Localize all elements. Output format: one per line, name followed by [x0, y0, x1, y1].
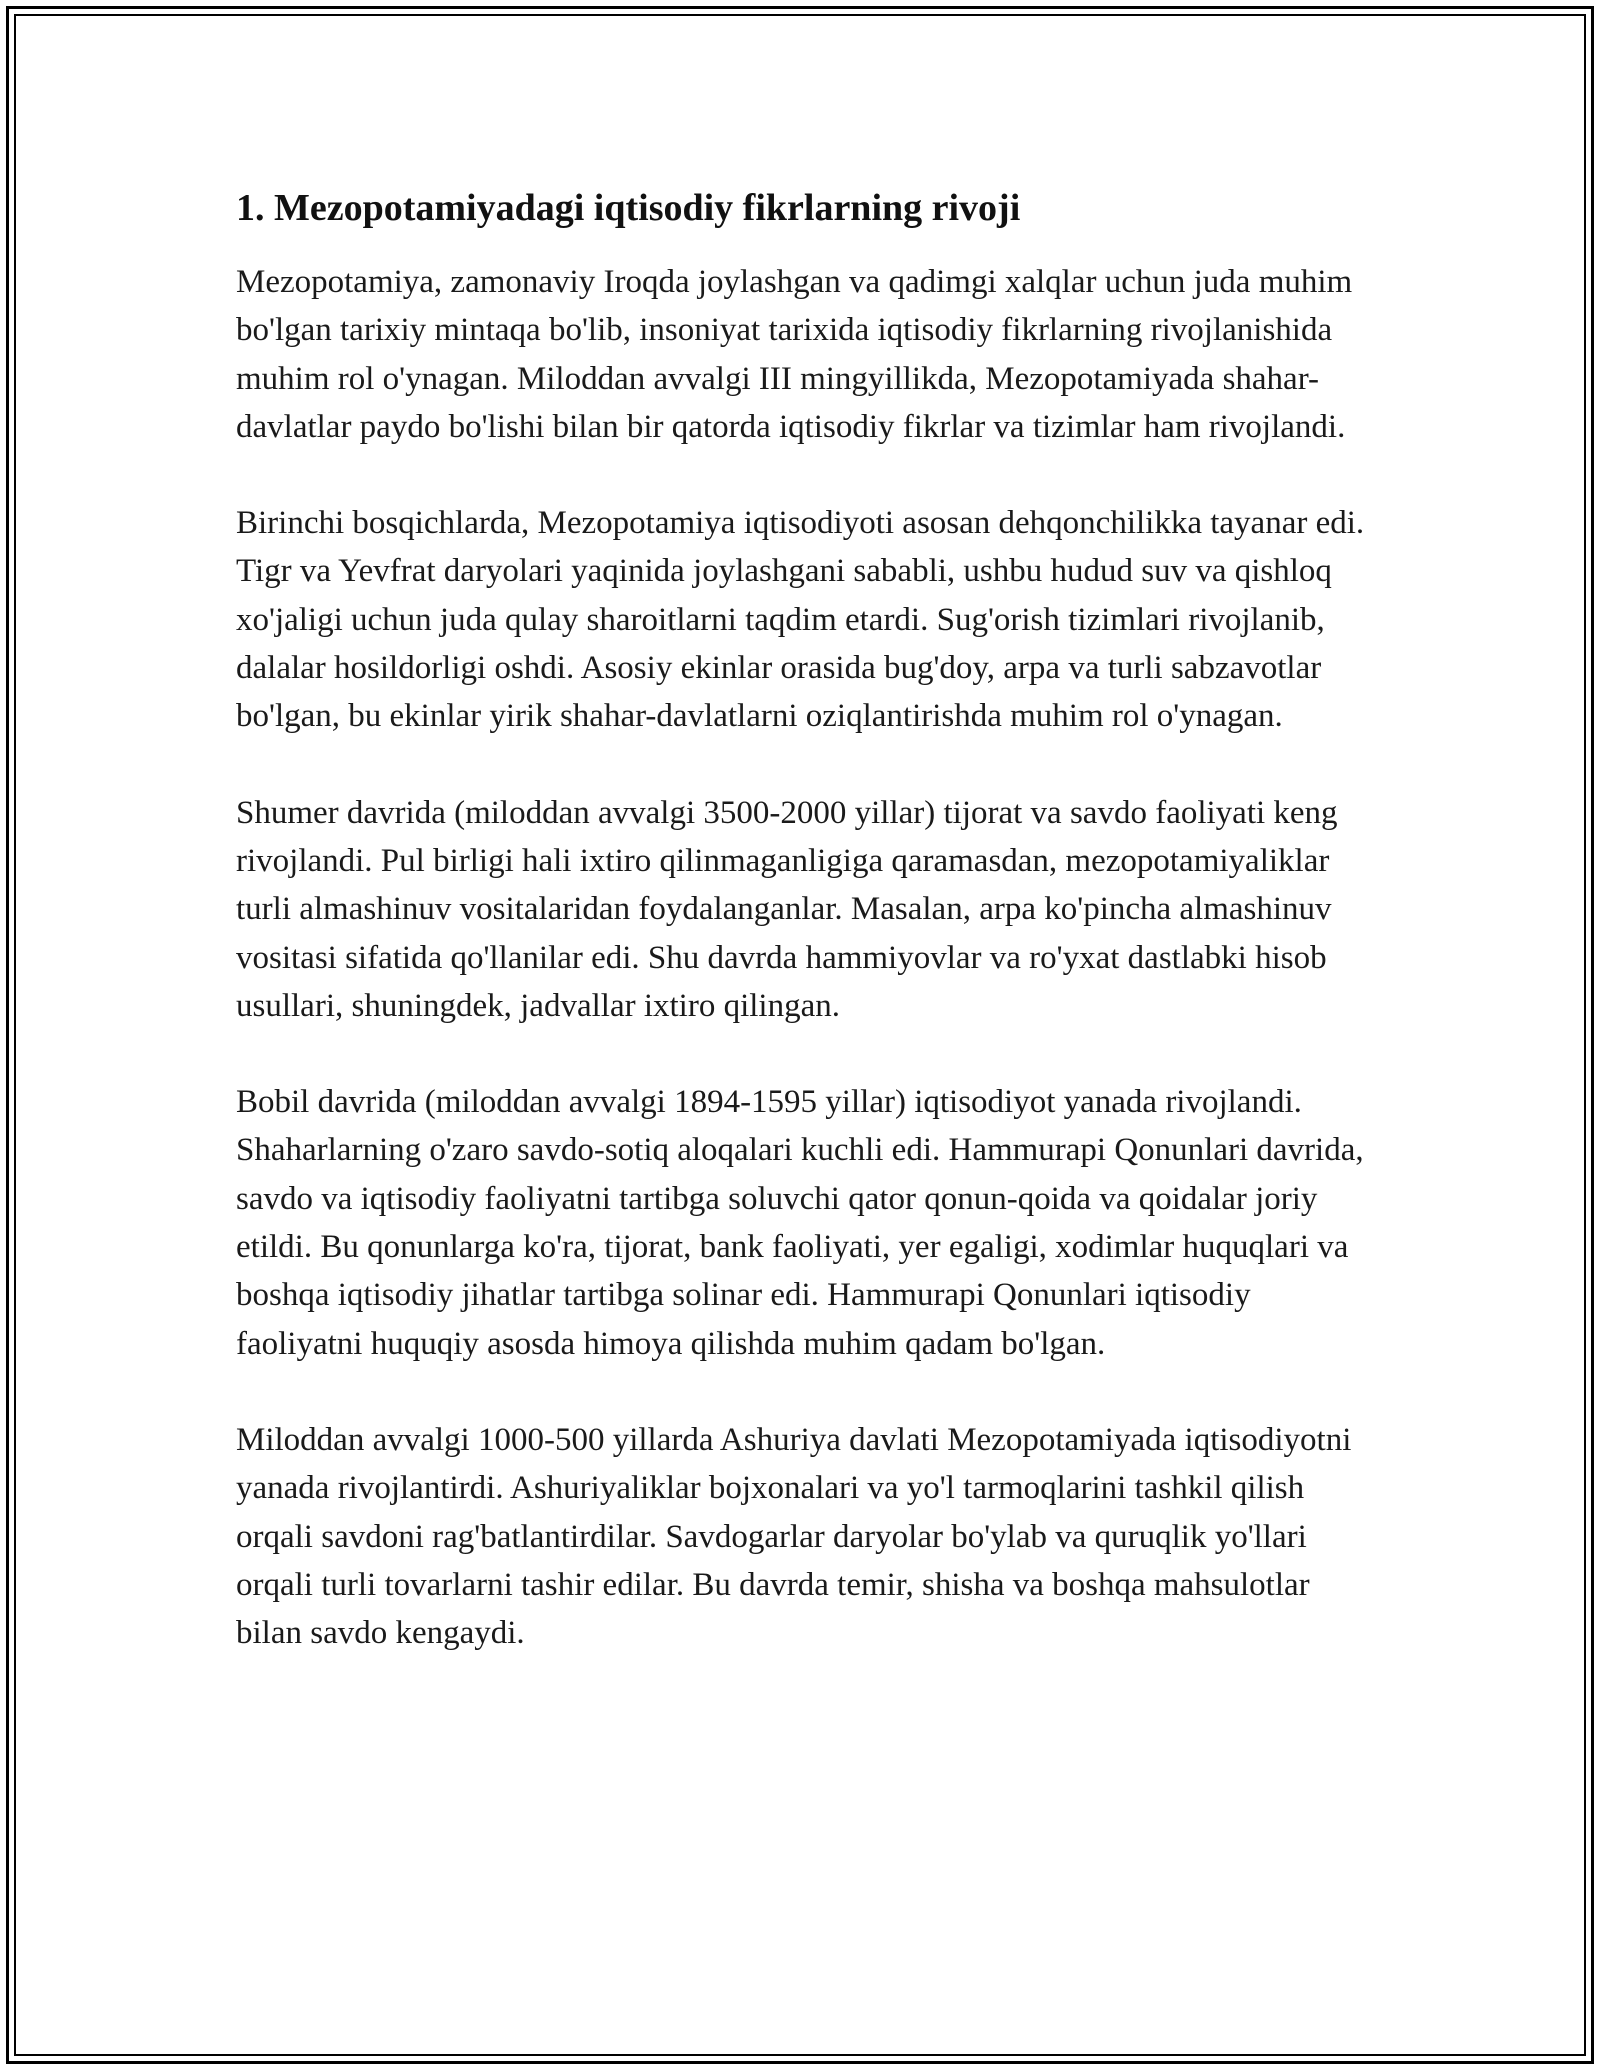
- paragraph-2: Birinchi bosqichlarda, Mezopotamiya iqtisodiyoti asosan dehqonchilikka tayanar edi. Tigr va Yevfrat daryolari yaqinida joylashgani sababli, ushbu hudud suv va qishloq xo'jaligi uchun juda qulay sharoitlarni taqdim etardi. Sug'orish tizimlari rivojlanib, dalalar hosildorligi oshdi. Asosiy ekinlar orasida bug'doy, arpa va turli sabzavotlar bo'lgan, bu ekinlar yirik shahar-davlatlarni oziqlantirishda muhim rol o'ynagan.: [236, 505, 1365, 735]
- paragraph-5: Miloddan avvalgi 1000-500 yillarda Ashuriya davlati Mezopotamiyada iqtisodiyotni yanada rivojlantirdi. Ashuriyaliklar bojxonalari va yo'l tarmoqlarini tashkil qilish orqali savdoni rag'batlantirdilar. Savdogarlar daryolar bo'ylab va quruqlik yo'llari orqali turli tovarlarni tashir edilar. Bu davrda temir, shisha va boshqa mahsulotlar bilan savdo kengaydi.: [236, 1421, 1352, 1652]
- section-title: 1. Mezopotamiyadagi iqtisodiy fikrlarning rivoji: [236, 187, 1021, 229]
- paragraph-4: Bobil davrida (miloddan avvalgi 1894-1595 yillar) iqtisodiyot yanada rivojlandi. Shaharlarning o'zaro savdo-sotiq aloqalari kuchli edi. Hammurapi Qonunlari davrida, savdo va iqtisodiy faoliyatni tartibga soluvchi qator qonun-qoida va qoidalar joriy etildi. Bu qonunlarga ko'ra, tijorat, bank faoliyati, yer egaligi, xodimlar huquqlari va boshqa iqtisodiy jihatlar tartibga solinar edi. Hammurapi Qonunlari iqtisodiy faoliyatni huquqiy asosda himoya qilishda muhim qadam bo'lgan.: [236, 1084, 1364, 1362]
- paragraph-3: Shumer davrida (miloddan avvalgi 3500-2000 yillar) tijorat va savdo faoliyati keng rivojlandi. Pul birligi hali ixtiro qilinmaganligiga qaramasdan, mezopotamiyaliklar turli almashinuv vositalaridan foydalanganlar. Masalan, arpa ko'pincha almashinuv vositasi sifatida qo'llanilar edi. Shu davrda hammiyovlar va ro'yxat dastlabki hisob usullari, shuningdek, jadvallar ixtiro qilingan.: [236, 794, 1338, 1024]
- document-body: [236, 184, 1366, 1657]
- paragraph-1: Mezopotamiya, zamonaviy Iroqda joylashgan va qadimgi xalqlar uchun juda muhim bo'lgan tarixiy mintaqa bo'lib, insoniyat tarixida iqtisodiy fikrlarning rivojlanishida muhim rol o'ynagan. Miloddan avvalgi III mingyillikda, Mezopotamiyada shahar-davlatlar paydo bo'lishi bilan bir qatorda iqtisodiy fikrlar va tizimlar ham rivojlandi.: [236, 264, 1353, 445]
